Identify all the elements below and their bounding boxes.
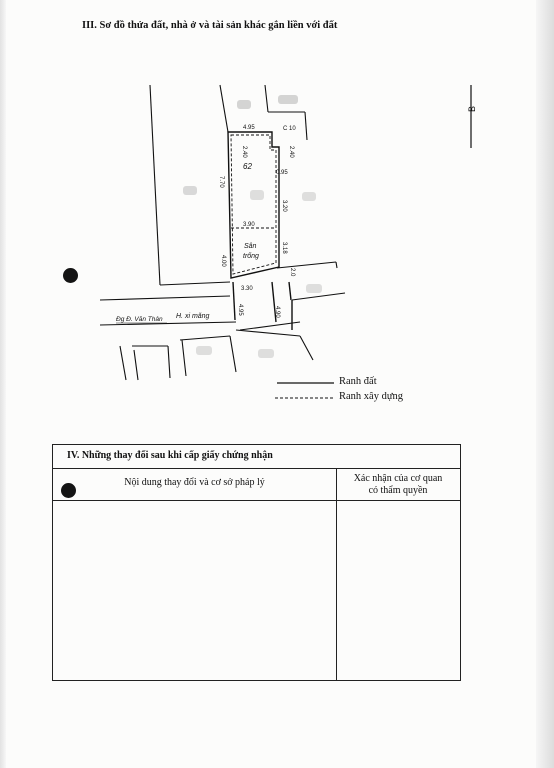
neighbour-boundaries <box>100 85 345 380</box>
col-header-content: Nội dung thay đổi và cơ sở pháp lý <box>53 469 337 501</box>
dim-lane-right: 4.90 <box>274 306 280 318</box>
dim-top-depth-right: 2.40 <box>288 146 294 158</box>
col-header-confirmation-line1: Xác nhận của cơ quan <box>353 473 443 484</box>
dim-left-side: 7.70 <box>218 176 224 188</box>
yard-label-1: Sân <box>244 243 257 250</box>
parcel-boundary <box>228 132 292 330</box>
dim-right-mid: 3.20 <box>281 200 287 212</box>
north-label: B <box>467 105 477 112</box>
dim-top-width: 4.95 <box>243 125 255 131</box>
north-arrow-icon <box>467 85 477 148</box>
dim-notch: 0.95 <box>276 170 288 176</box>
changes-table <box>52 444 461 681</box>
parcel-number: 62 <box>243 162 252 171</box>
dim-lane-left: 4.95 <box>237 304 243 316</box>
dim-right-lower: 3.18 <box>281 242 287 254</box>
legend-land-boundary: Ranh đất <box>339 376 377 387</box>
legend-building-boundary: Ranh xây dựng <box>339 391 404 402</box>
dim-inner-width: 3.90 <box>243 222 255 228</box>
dim-corner: C 10 <box>283 126 296 132</box>
dim-bottom-width: 3.30 <box>241 286 253 292</box>
col-header-confirmation <box>336 469 460 501</box>
alley-label: H. xi măng <box>176 313 210 320</box>
dim-right-edge: 2.0 <box>289 268 295 277</box>
section-4-title: IV. Những thay đổi sau khi cấp giấy chứng nhận <box>53 445 460 469</box>
dim-top-depth-left: 2.40 <box>241 146 247 158</box>
dim-left-lower: 4.00 <box>220 255 226 267</box>
yard-label-2: trống <box>243 253 259 260</box>
section-3-title: III. Sơ đồ thửa đất, nhà ở và tài sản khác gắn liền với đất <box>82 20 338 31</box>
column-divider <box>336 501 337 680</box>
street-label: Đg Đ. Văn Thân <box>116 316 163 323</box>
col-header-confirmation-line2: có thẩm quyền <box>368 485 428 496</box>
